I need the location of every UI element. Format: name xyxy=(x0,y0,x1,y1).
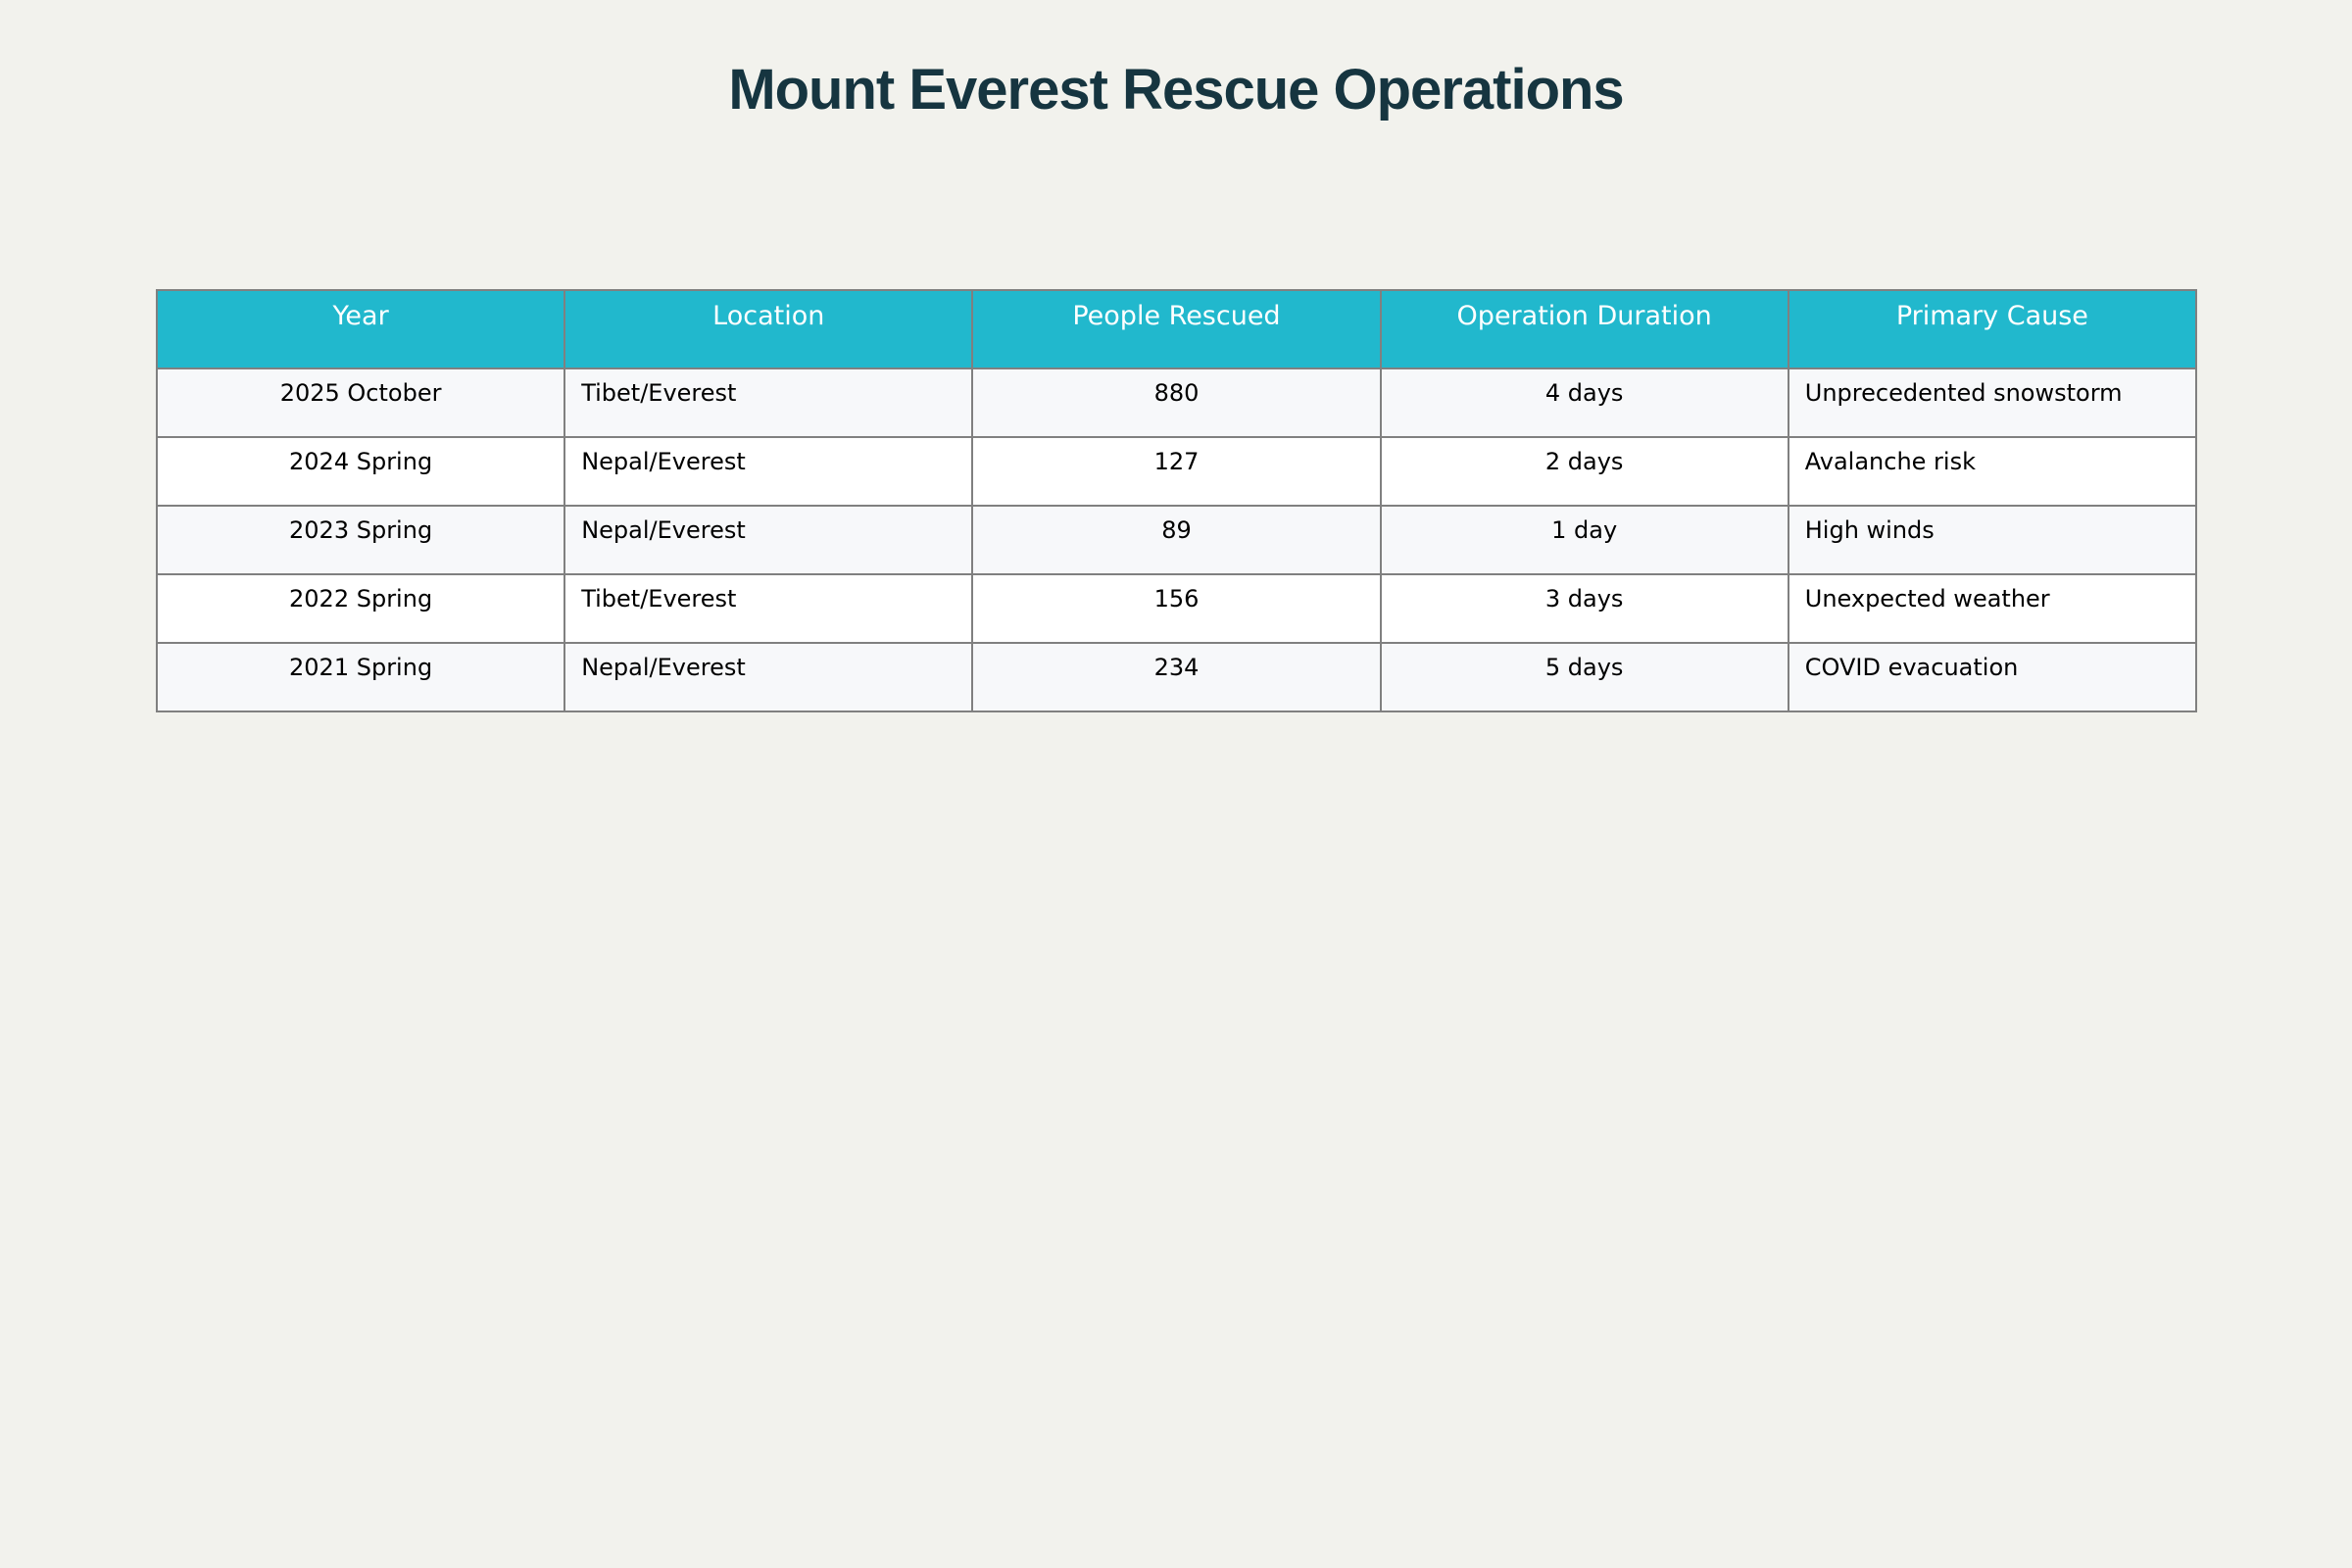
cell-year: 2025 October xyxy=(157,368,564,437)
cell-people-rescued: 234 xyxy=(972,643,1380,711)
cell-location: Tibet/Everest xyxy=(564,368,972,437)
column-header-year: Year xyxy=(157,290,564,368)
cell-duration: 4 days xyxy=(1381,368,1788,437)
cell-duration: 2 days xyxy=(1381,437,1788,506)
table-row xyxy=(157,437,2196,506)
column-header-operation-duration: Operation Duration xyxy=(1381,290,1788,368)
cell-cause: High winds xyxy=(1788,506,2196,574)
cell-year: 2023 Spring xyxy=(157,506,564,574)
table-header-row xyxy=(157,290,2196,368)
cell-duration: 5 days xyxy=(1381,643,1788,711)
cell-cause: Avalanche risk xyxy=(1788,437,2196,506)
table-row xyxy=(157,643,2196,711)
rescue-operations-table xyxy=(156,289,2197,712)
cell-location: Tibet/Everest xyxy=(564,574,972,643)
cell-people-rescued: 880 xyxy=(972,368,1380,437)
cell-cause: Unprecedented snowstorm xyxy=(1788,368,2196,437)
page-title: Mount Everest Rescue Operations xyxy=(728,58,1624,122)
cell-location: Nepal/Everest xyxy=(564,437,972,506)
cell-location: Nepal/Everest xyxy=(564,643,972,711)
cell-year: 2022 Spring xyxy=(157,574,564,643)
cell-year: 2024 Spring xyxy=(157,437,564,506)
cell-duration: 3 days xyxy=(1381,574,1788,643)
cell-cause: Unexpected weather xyxy=(1788,574,2196,643)
column-header-primary-cause: Primary Cause xyxy=(1788,290,2196,368)
cell-location: Nepal/Everest xyxy=(564,506,972,574)
table-row xyxy=(157,574,2196,643)
cell-duration: 1 day xyxy=(1381,506,1788,574)
cell-people-rescued: 127 xyxy=(972,437,1380,506)
cell-year: 2021 Spring xyxy=(157,643,564,711)
cell-cause: COVID evacuation xyxy=(1788,643,2196,711)
cell-people-rescued: 156 xyxy=(972,574,1380,643)
table-row xyxy=(157,368,2196,437)
column-header-location: Location xyxy=(564,290,972,368)
column-header-people-rescued: People Rescued xyxy=(972,290,1380,368)
table-row xyxy=(157,506,2196,574)
cell-people-rescued: 89 xyxy=(972,506,1380,574)
